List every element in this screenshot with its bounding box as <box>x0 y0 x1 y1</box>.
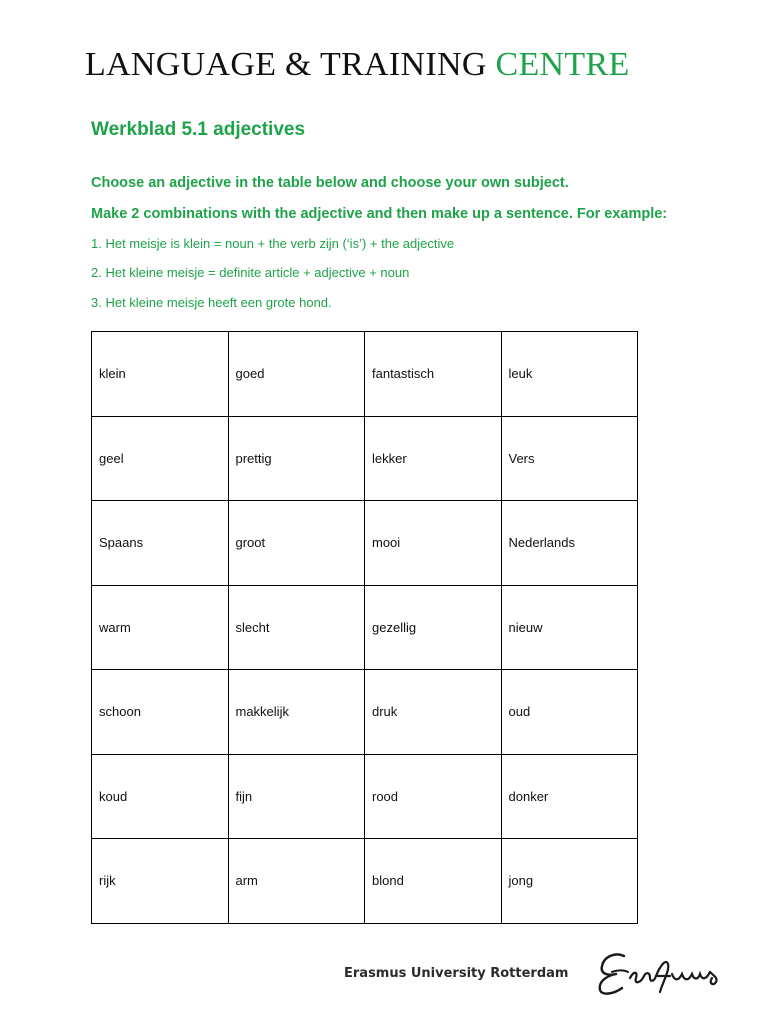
header-title-accent: CENTRE <box>495 46 630 83</box>
table-cell: warm <box>92 585 229 670</box>
worksheet-title: Werkblad 5.1 adjectives <box>91 119 306 140</box>
table-row <box>92 416 638 501</box>
table-cell: makkelijk <box>228 670 365 755</box>
table-cell: goed <box>228 332 365 417</box>
table-cell: Spaans <box>92 501 229 586</box>
table-cell: geel <box>92 416 229 501</box>
table-row <box>92 670 638 755</box>
table-cell: schoon <box>92 670 229 755</box>
table-cell: koud <box>92 754 229 839</box>
table-cell: Nederlands <box>501 501 638 586</box>
table-cell: nieuw <box>501 585 638 670</box>
page-header <box>85 46 630 84</box>
table-cell: Vers <box>501 416 638 501</box>
table-cell: blond <box>365 839 502 924</box>
example-2: 2. Het kleine meisje = definite article + adjective + noun <box>91 265 410 280</box>
table-cell: arm <box>228 839 365 924</box>
header-title-main: LANGUAGE & TRAINING <box>85 46 496 83</box>
table-row <box>92 501 638 586</box>
instruction-1: Choose an adjective in the table below and choose your own subject. <box>91 175 569 191</box>
adjective-table <box>91 331 638 924</box>
table-cell: leuk <box>501 332 638 417</box>
table-cell: prettig <box>228 416 365 501</box>
table-cell: slecht <box>228 585 365 670</box>
example-1: 1. Het meisje is klein = noun + the verb zijn (‘is’) + the adjective <box>91 236 455 251</box>
example-3: 3. Het kleine meisje heeft een grote hond. <box>91 295 332 310</box>
instruction-2: Make 2 combinations with the adjective and then make up a sentence. For example: <box>91 206 668 222</box>
table-cell: gezellig <box>365 585 502 670</box>
table-cell: donker <box>501 754 638 839</box>
university-name: Erasmus University Rotterdam <box>344 966 569 981</box>
table-cell: lekker <box>365 416 502 501</box>
table-cell: mooi <box>365 501 502 586</box>
table-cell: groot <box>228 501 365 586</box>
table-cell: rood <box>365 754 502 839</box>
table-cell: klein <box>92 332 229 417</box>
table-cell: jong <box>501 839 638 924</box>
table-row <box>92 754 638 839</box>
table-cell: fijn <box>228 754 365 839</box>
table-row <box>92 839 638 924</box>
erasmus-signature-logo <box>594 948 730 998</box>
table-cell: oud <box>501 670 638 755</box>
table-cell: rijk <box>92 839 229 924</box>
table-row <box>92 332 638 417</box>
table-cell: druk <box>365 670 502 755</box>
table-cell: fantastisch <box>365 332 502 417</box>
table-row <box>92 585 638 670</box>
